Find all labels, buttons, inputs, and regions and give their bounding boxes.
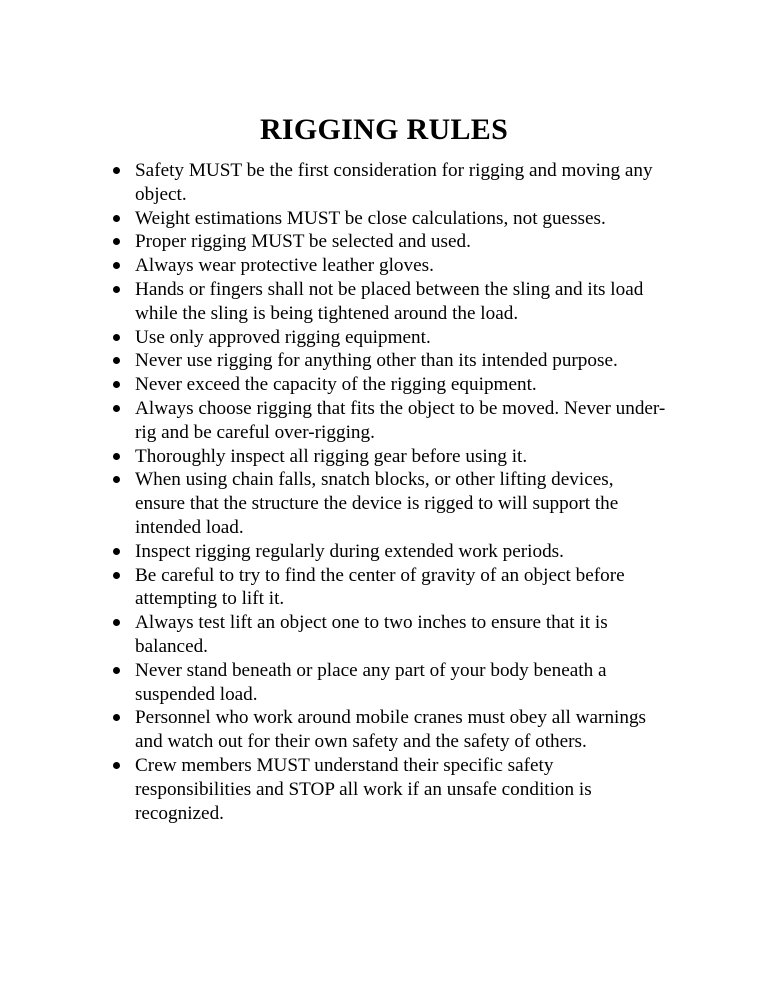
rule-item bbox=[108, 349, 668, 373]
rule-text: Hands or fingers shall not be placed between the sling and its load while the sling is being tightened around the load. bbox=[135, 278, 644, 324]
bullet-icon bbox=[113, 381, 120, 388]
rule-item bbox=[108, 397, 668, 445]
rule-text: Personnel who work around mobile cranes must obey all warnings and watch out for their own safety and the safety of others. bbox=[135, 707, 647, 753]
rule-item bbox=[108, 468, 668, 539]
rule-text: Proper rigging MUST be selected and used. bbox=[135, 231, 471, 253]
bullet-icon bbox=[113, 238, 120, 245]
bullet-icon bbox=[113, 548, 120, 555]
bullet-icon bbox=[113, 476, 120, 483]
rule-item bbox=[108, 754, 668, 825]
rule-text: Crew members MUST understand their specific safety responsibilities and STOP all work if an unsafe condition is recognized. bbox=[135, 754, 592, 824]
rule-item bbox=[108, 611, 668, 659]
bullet-icon bbox=[113, 167, 120, 174]
rule-item bbox=[108, 445, 668, 469]
rule-text: Be careful to try to find the center of gravity of an object before attempting to lift it. bbox=[135, 564, 625, 610]
rule-item bbox=[108, 659, 668, 707]
rule-item bbox=[108, 278, 668, 326]
rule-item bbox=[108, 254, 668, 278]
rule-text: Thoroughly inspect all rigging gear before using it. bbox=[135, 445, 528, 467]
bullet-icon bbox=[113, 286, 120, 293]
rule-text: Weight estimations MUST be close calculations, not guesses. bbox=[135, 207, 606, 229]
bullet-icon bbox=[113, 714, 120, 721]
rule-item bbox=[108, 159, 668, 207]
rule-text: Always choose rigging that fits the object to be moved. Never under-rig and be careful over-rigging. bbox=[135, 397, 666, 443]
bullet-icon bbox=[113, 334, 120, 341]
bullet-icon bbox=[113, 453, 120, 460]
rule-text: When using chain falls, snatch blocks, or other lifting devices, ensure that the structure the device is rigged to will support the intended load. bbox=[135, 469, 619, 538]
bullet-icon bbox=[113, 357, 120, 364]
rules-list bbox=[108, 159, 668, 825]
rule-item bbox=[108, 373, 668, 397]
rule-text: Never stand beneath or place any part of your body beneath a suspended load. bbox=[135, 659, 607, 705]
bullet-icon bbox=[113, 405, 120, 412]
rule-item bbox=[108, 706, 668, 754]
bullet-icon bbox=[113, 619, 120, 626]
bullet-icon bbox=[113, 215, 120, 222]
rule-item bbox=[108, 207, 668, 231]
rule-text: Always test lift an object one to two inches to ensure that it is balanced. bbox=[135, 612, 608, 657]
rule-text: Use only approved rigging equipment. bbox=[135, 326, 431, 348]
page-title: RIGGING RULES bbox=[259, 113, 509, 147]
rule-text: Safety MUST be the first consideration for rigging and moving any object. bbox=[135, 160, 653, 205]
rule-item bbox=[108, 230, 668, 254]
rule-item bbox=[108, 564, 668, 612]
bullet-icon bbox=[113, 667, 120, 674]
rule-item bbox=[108, 540, 668, 564]
bullet-icon bbox=[113, 572, 120, 579]
bullet-icon bbox=[113, 762, 120, 769]
rule-text: Inspect rigging regularly during extended work periods. bbox=[135, 540, 564, 562]
rule-text: Never use rigging for anything other than its intended purpose. bbox=[135, 350, 618, 372]
rule-item bbox=[108, 326, 668, 350]
bullet-icon bbox=[113, 262, 120, 269]
rule-text: Always wear protective leather gloves. bbox=[135, 255, 434, 277]
rule-text: Never exceed the capacity of the rigging equipment. bbox=[135, 374, 537, 396]
